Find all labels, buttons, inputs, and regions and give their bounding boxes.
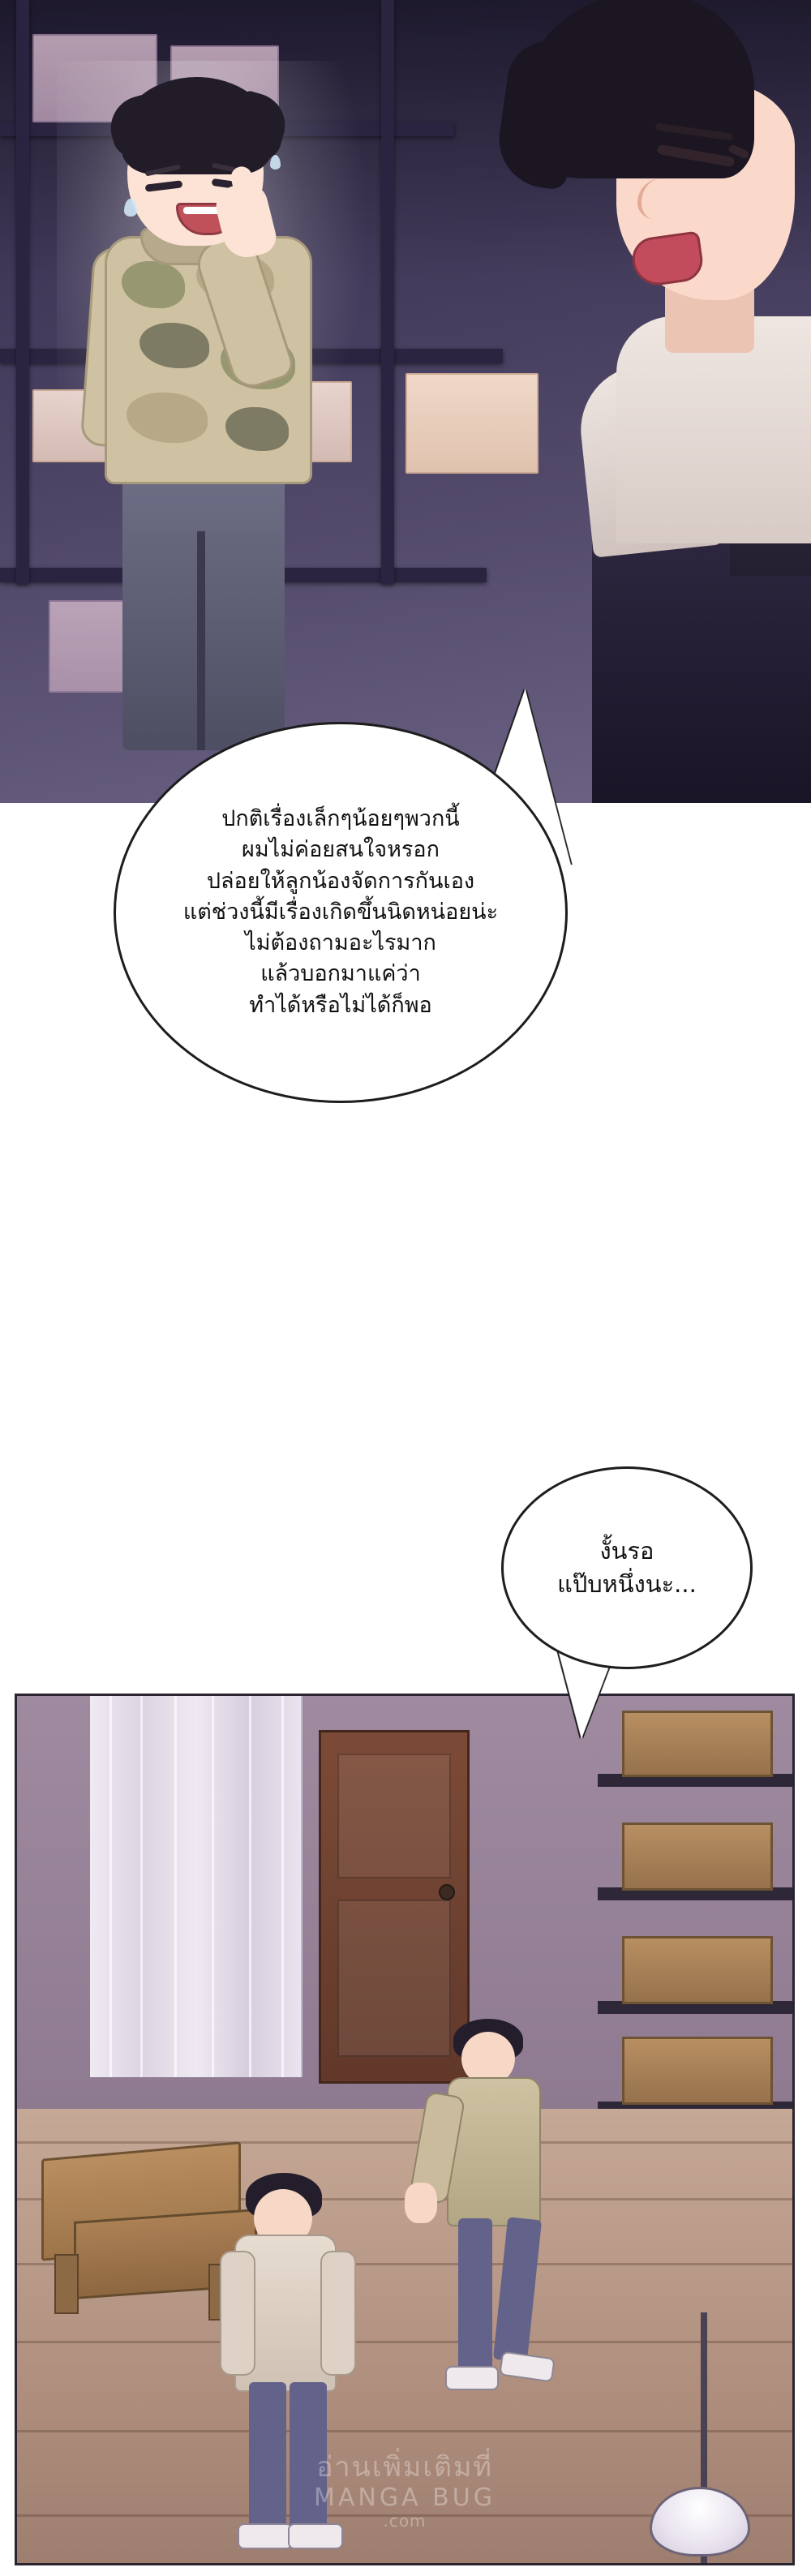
man-hair <box>527 0 754 178</box>
floor-plank-line <box>17 2341 795 2343</box>
wooden-crate <box>622 1823 773 1891</box>
character-young-man <box>77 77 345 750</box>
page-footer-strip <box>0 2565 811 2576</box>
camo-patch <box>225 407 289 451</box>
storage-rack <box>598 1696 792 2118</box>
figure-leg <box>290 2382 327 2533</box>
camo-patch <box>127 393 208 443</box>
floor-plank-line <box>17 2141 795 2144</box>
wooden-crate <box>622 1936 773 2004</box>
shelf-post <box>381 0 394 584</box>
table-leg <box>54 2254 79 2314</box>
panel-1 <box>0 0 811 803</box>
watermark-line-3: .com <box>383 2511 427 2531</box>
bubble-2-line-1: งั้นรอ <box>599 1536 654 1565</box>
character-tall-man <box>495 0 811 803</box>
boy-hair <box>122 77 272 174</box>
figure-arm <box>220 2251 255 2376</box>
figure-shoe <box>288 2523 343 2549</box>
bubble-1-line-2: ผมไม่ค่อยสนใจหรอก <box>242 837 440 863</box>
bubble-1-line-5: ไม่ต้องถามอะไรมาก <box>245 930 436 956</box>
bubble-1-line-7: ทำได้หรือไม่ได้ก็พอ <box>249 992 432 1018</box>
wooden-crate <box>622 2037 773 2105</box>
figure-hand <box>405 2183 437 2223</box>
curtain-fold <box>281 1696 284 2077</box>
watermark-line-2: MANGA BUG <box>314 2483 496 2512</box>
door-panel <box>337 1754 451 1878</box>
camo-patch <box>122 261 185 308</box>
wooden-door <box>319 1730 470 2084</box>
sweat-drop-icon <box>270 155 281 170</box>
wooden-crate <box>622 1711 773 1777</box>
bubble-2-line-2: แป๊บหนึ่งนะ... <box>557 1570 697 1598</box>
bubble-1-line-1: ปกติเรื่องเล็กๆน้อยๆพวกนี้ <box>221 805 460 831</box>
floor-plank-line <box>17 2430 795 2432</box>
bubble-1-line-4: แต่ช่วงนี้มีเรื่องเกิดขึ้นนิดหน่อยน่ะ <box>182 899 499 925</box>
figure-arm <box>320 2251 356 2376</box>
window-curtain <box>90 1696 303 2077</box>
camo-patch <box>139 323 209 368</box>
boy-leg-split <box>197 531 205 750</box>
bubble-1-line-3: ปล่อยให้ลูกน้องจัดการกันเอง <box>206 868 475 894</box>
figure-shoe <box>238 2523 293 2549</box>
panel-2 <box>15 1694 795 2565</box>
figure-leg <box>458 2218 492 2372</box>
shelf-post <box>16 0 29 584</box>
curtain-fold <box>249 1696 251 2077</box>
curtain-fold <box>174 1696 177 2077</box>
curtain-fold <box>140 1696 143 2077</box>
speech-bubble-1 <box>114 722 568 1103</box>
figure-leg <box>249 2382 286 2533</box>
door-panel <box>337 1900 451 2057</box>
speech-bubble-2-text <box>557 1535 697 1601</box>
curtain-fold <box>212 1696 214 2077</box>
speech-bubble-2 <box>501 1466 753 1669</box>
speech-bubble-1-text <box>183 804 498 1021</box>
bubble-1-line-6: แล้วบอกมาแค่ว่า <box>260 961 421 987</box>
curtain-fold <box>109 1696 112 2077</box>
watermark-line-1: อ่านเพิ่มเติมที่ <box>316 2451 493 2484</box>
door-knob <box>439 1884 455 1900</box>
figure-shoe <box>445 2366 499 2390</box>
